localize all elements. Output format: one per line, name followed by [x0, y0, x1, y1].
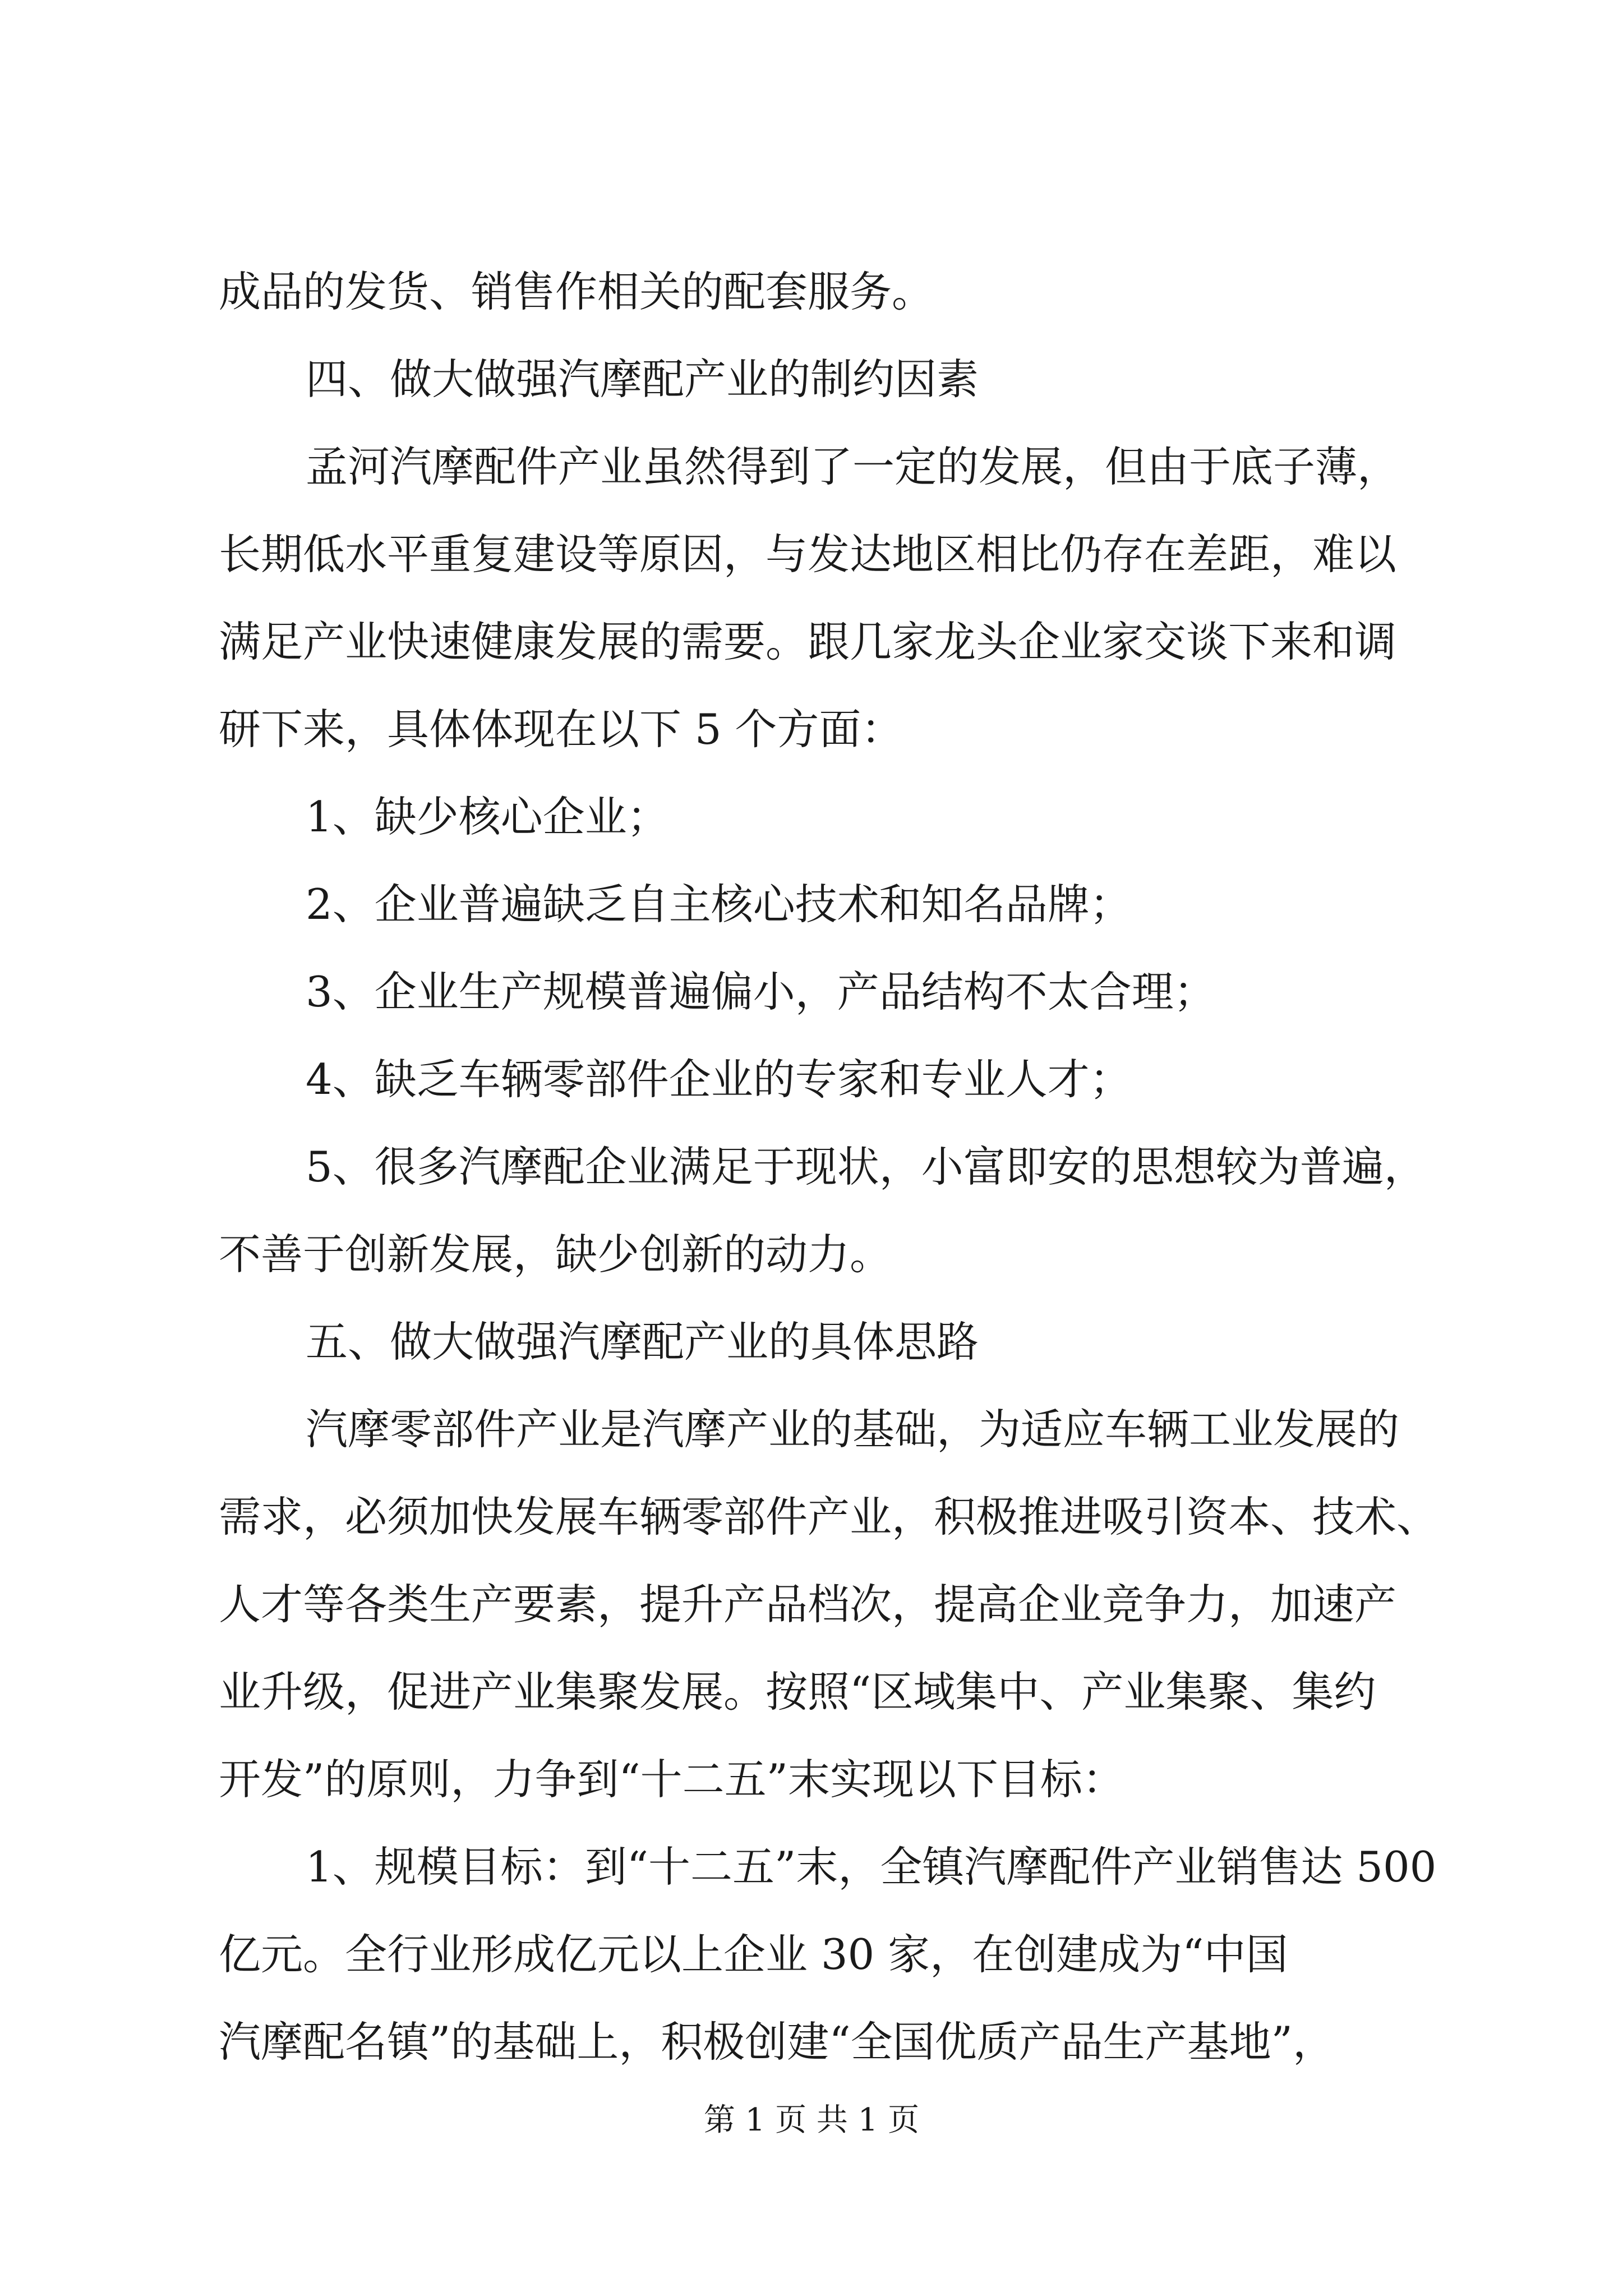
list-item: 1、缺少核心企业；: [306, 792, 669, 841]
text-line: 研下来，具体体现在以下 5 个方面：: [219, 705, 903, 754]
text-line: 不善于创新发展，缺少创新的动力。: [219, 1230, 892, 1279]
section-heading: 五、做大做强汽摩配产业的具体思路: [306, 1317, 979, 1366]
list-item: 3、企业生产规模普遍偏小，产品结构不太合理；: [306, 967, 1216, 1016]
text-line: 汽摩零部件产业是汽摩产业的基础，为适应车辆工业发展的: [306, 1405, 1400, 1454]
text-line: 长期低水平重复建设等原因，与发达地区相比仍存在差距，难以: [219, 530, 1397, 579]
text-line: 需求，必须加快发展车辆零部件产业，积极推进吸引资本、技术、: [219, 1492, 1439, 1542]
text-line: 汽摩配名镇”的基础上，积极创建“全国优质产品生产基地”，: [219, 2017, 1335, 2067]
text-line: 人才等各类生产要素，提升产品档次，提高企业竞争力，加速产: [219, 1580, 1397, 1629]
text-line: 满足产业快速健康发展的需要。跟几家龙头企业家交谈下来和调: [219, 617, 1397, 666]
section-heading: 四、做大做强汽摩配产业的制约因素: [306, 355, 979, 404]
text-line: 成品的发货、销售作相关的配套服务。: [219, 267, 934, 316]
page-number-footer: 第 1 页 共 1 页: [703, 2102, 920, 2138]
list-item: 5、很多汽摩配企业满足于现状，小富即安的思想较为普遍，: [306, 1142, 1426, 1191]
text-line: 孟河汽摩配件产业虽然得到了一定的发展，但由于底子薄，: [306, 442, 1400, 491]
text-line: 开发”的原则，力争到“十二五”末实现以下目标：: [219, 1755, 1125, 1804]
text-line: 1、规模目标：到“十二五”末，全镇汽摩配件产业销售达 500: [306, 1842, 1437, 1892]
list-item: 2、企业普遍缺乏自主核心技术和知名品牌；: [306, 880, 1132, 929]
text-line: 业升级，促进产业集聚发展。按照“区域集中、产业集聚、集约: [219, 1667, 1376, 1717]
list-item: 4、缺乏车辆零部件企业的专家和专业人才；: [306, 1055, 1132, 1104]
text-line: 亿元。全行业形成亿元以上企业 30 家，在创建成为“中国: [219, 1930, 1288, 1979]
